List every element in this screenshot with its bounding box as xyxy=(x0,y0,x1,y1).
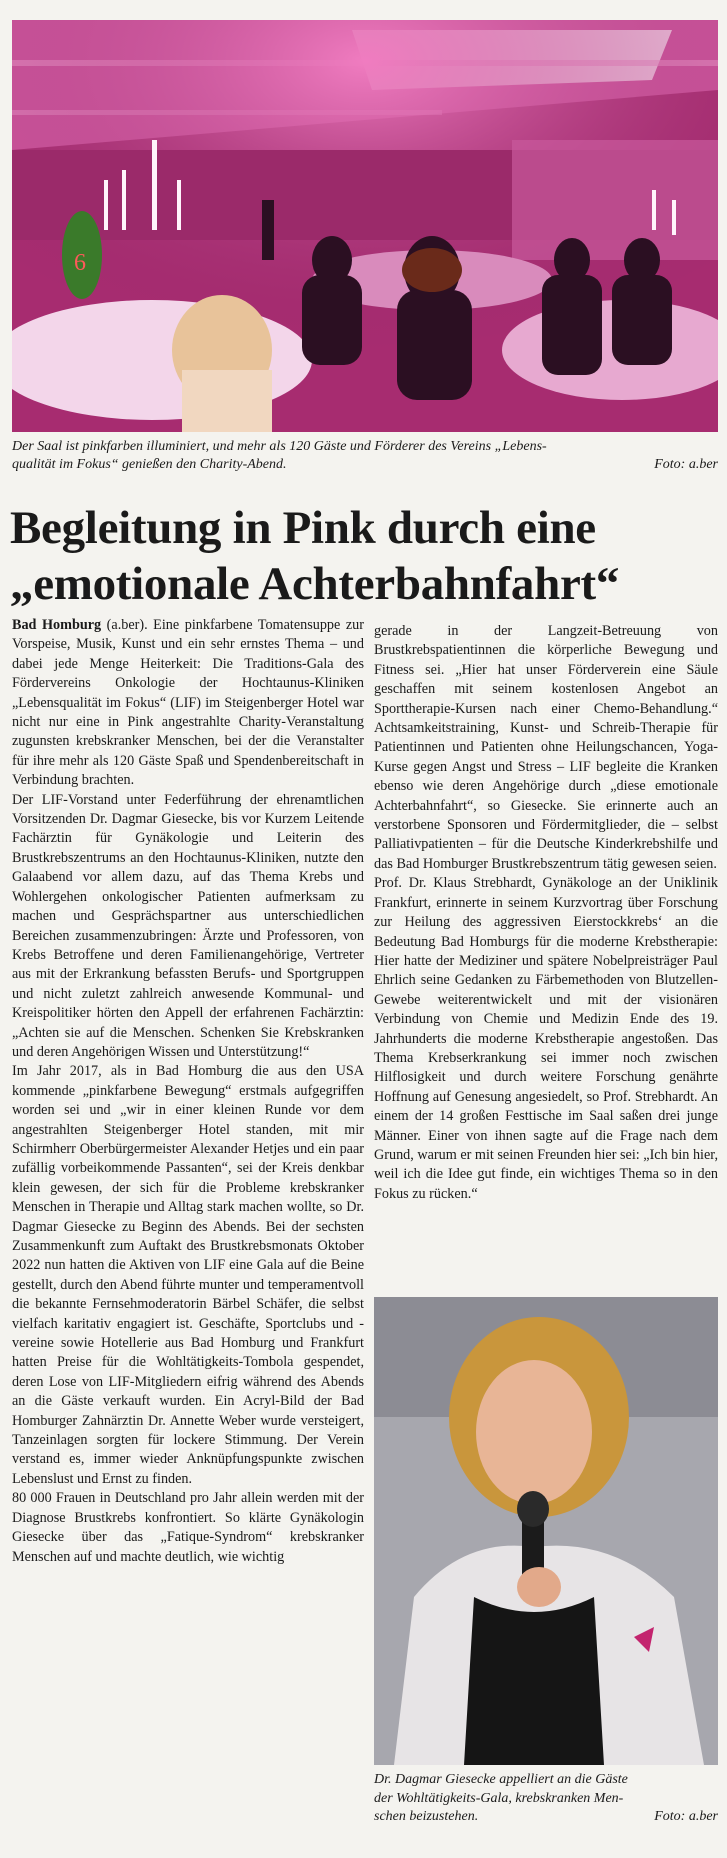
paragraph-text: (a.ber). Eine pinkfarbene Tomatensuppe zur Vorspeise, Musik, Kunst und ein sehr ernstes Thema – und dabei jede Menge Heiterkeit: Die Traditions-Gala des Fördervereins Onkologie der Hochtaunus-Kliniken „Lebensqualität im Fokus“ (LIF) im Steigenberger Hotel war nicht nur eine in Pink angestrahlte Charity-Veranstaltung zugunsten krebskranker Menschen, bei der die Veranstalter für ihre mehr als 120 Gäste Spaß und Spendenbereitschaft in Verbindung brachten. xyxy=(12,617,364,789)
banquet-hall-illustration xyxy=(12,20,718,432)
speaker-photo-caption xyxy=(374,1771,718,1827)
dateline: Bad Homburg xyxy=(12,617,102,633)
speaker-photo xyxy=(374,1297,718,1765)
caption-row xyxy=(12,456,718,474)
caption-line: schen beizustehen. xyxy=(374,1809,479,1824)
table-number: 6 xyxy=(74,250,86,276)
top-photo xyxy=(12,20,718,432)
speaker-illustration xyxy=(374,1297,718,1765)
caption-line: der Wohltätigkeits-Gala, krebskranken Men- xyxy=(374,1790,624,1806)
photo-credit: Foto: a.ber xyxy=(654,1809,718,1824)
caption-row xyxy=(374,1808,718,1827)
article-paragraph: gerade in der Langzeit-Betreuung von Brustkrebspatientinnen die körperliche Bewegung und Fitness sei. „Hier hat unser Förderverein eine Säule geschaffen mit seinem kostenlosen Angebot an Sporttherapie-Kursen nach einer Chemo-Behandlung.“ Achtsamkeitstraining, Kunst- und Schreib-Therapie für Patientinnen und Patienten ohne Heilungschancen, Yoga-Kurse gegen Angst und Stress – LIF begleite die Kranken ebenso wie deren Angehörige durch „diese emotionale Achterbahnfahrt“, so Giesecke. Sie erinnerte auch an verstorbene Sponsoren und Fördermitglieder, die – selbst Palliativpatienten – für die Deutsche Kinderkrebshilfe und das Bad Homburger Brustkrebszentrum tätig gewesen seien. xyxy=(374,623,718,872)
caption-line: Der Saal ist pinkfarben illuminiert, und mehr als 120 Gäste und Förderer des Vereins „Lebens- xyxy=(12,439,547,454)
caption-line: Dr. Dagmar Giesecke appelliert an die Gäste xyxy=(374,1772,628,1787)
headline-line: „emotionale Achterbahnfahrt“ xyxy=(10,558,620,610)
article-column-right xyxy=(374,622,718,1204)
article-paragraph: Im Jahr 2017, als in Bad Homburg die aus den USA kommende „pinkfarbene Bewegung“ erstmals aufgegriffen worden sei und „wir in einer kleinen Runde vor dem angestrahlten Steigenberger Hotel standen, mit mir Schirmherr Oberbürgermeister Alexander Hetjes und ein paar zufällig vorbeikommende Passanten“, sei der Kreis denkbar klein gewesen, der sich für die Probleme krebskranker Menschen in Therapie und Alltag stark machen wollte, so Dr. Dagmar Giesecke zu Beginn des Abends. Bei der sechsten Zusammenkunft zum Auftakt des Brustkrebsmonats Oktober 2022 nun hatten die Aktiven von LIF eine Gala auf die Beine gestellt, durch den Abend führte munter und temperamentvoll die bekannte Fernsehmoderatorin Bärbel Schäfer, die selbst vielfach karitativ engagiert ist. Geschäfte, Sportclubs und -vereine sowie Hotellerie aus Bad Homburg und Frankfurt hatten Preise für die Wohltätigkeits-Tombola gespendet, deren Lose von LIF-Mitgliedern eifrig während des Abends an die Gäste verkauft wurden. Ein Acryl-Bild der Bad Homburger Zahnärztin Dr. Annette Weber wurde versteigert, Tanzeinlagen sorgten für lockere Stimmung. Der Verein verstand es, immer wieder Anknüpfungspunkte zwischen Lebenslust und Ernst zu finden. xyxy=(12,1063,364,1487)
article-paragraph: Der LIF-Vorstand unter Federführung der ehrenamtlichen Vorsitzenden Dr. Dagmar Giesecke, bis vor Kurzem Leitende Fachärztin für Gynäkologie und Leiterin des Brustkrebszentrums an den Hochtaunus-Kliniken, nutzte den Galaabend vor allem dazu, auf das Thema Krebs und Wohlergehen onkologischer Patienten aufmerksam zu machen und Gesprächspartner aus unterschiedlichen Bereichen zusammenzubringen: Ärzte und Professoren, von Krebs Betroffene und deren Familienangehörige, Vertreter aus mit der Erkrankung befassten Berufs- und Sportgruppen und nicht zuletzt zahlreich anwesende Kommunal- und Kreispolitiker hörten den Appell der erfahrenen Fachärztin: „Achten sie auf die Menschen. Schenken Sie Krebskranken und deren Angehörigen Wissen und Unterstützung!“ xyxy=(12,791,364,1060)
photo-credit: Foto: a.ber xyxy=(654,457,718,472)
headline-line: Begleitung in Pink durch eine xyxy=(10,502,596,554)
article-paragraph: 80 000 Frauen in Deutschland pro Jahr allein werden mit der Diagnose Brustkrebs konfrontiert. So klärte Gynäkologin Giesecke über das „Fatique-Syndrom“ krebskranker Menschen auf und machte deutlich, wie wichtig xyxy=(12,1490,364,1565)
top-photo-caption xyxy=(12,438,718,474)
article-paragraph xyxy=(12,616,364,791)
article-column-left xyxy=(12,616,364,1567)
article-headline xyxy=(10,500,720,612)
article-paragraph: Prof. Dr. Klaus Strebhardt, Gynäkologe an der Uniklinik Frankfurt, erinnerte in seinem Kurzvortrag über Forschung zur Heilung des aggressiven Eierstockkrebs‘ an die Bedeutung Bad Homburgs für die moderne Krebstherapie: Hier hatte der Mediziner und spätere Nobelpreisträger Paul Ehrlich seine Gedanken zu Färbemethoden von Blutzellen-Gewebe weiterentwickelt und mit der visionären Verbindung von Chemie und Medizin Ende des 19. Jahrhunderts die moderne Krebstherapie angestoßen. Das Thema Krebserkrankung sei immer noch zwischen Hilflosigkeit und durch weitere Forschung genährte Hoffnung auf Genesung angesiedelt, so Prof. Strebhardt. An einem der 14 großen Festtische im Saal saßen drei junge Männer. Einer von ihnen sagte auf die Frage nach dem Grund, warum er mit seinen Freunden hier sei: „Ich bin hier, weil ich die Idee gut finde, ein wichtiges Thema so in den Fokus zu rücken.“ xyxy=(374,875,718,1202)
caption-line: qualität im Fokus“ genießen den Charity-Abend. xyxy=(12,457,287,472)
